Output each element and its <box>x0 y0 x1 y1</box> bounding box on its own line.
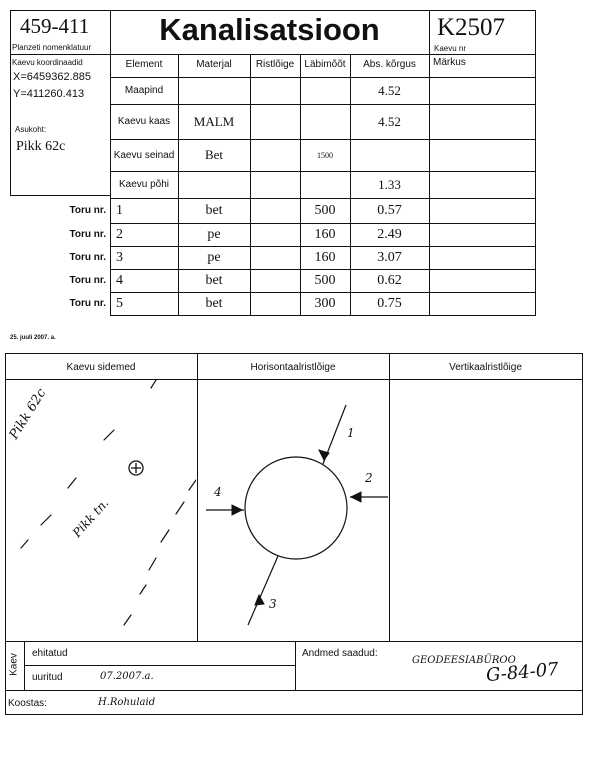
horizontal-section-sketch <box>198 380 388 640</box>
element-abs-height <box>350 139 429 171</box>
table-row-line <box>110 315 536 316</box>
element-name: Kaevu kaas <box>117 116 171 127</box>
date-note: 25. juuli 2007. a. <box>10 335 56 341</box>
address-caption: Asukoht: <box>15 125 47 134</box>
element-name: Kaevu seinad <box>113 149 175 161</box>
element-name: Kaevu põhi <box>118 179 170 190</box>
element-diameter <box>300 104 350 139</box>
footer-data-code: G-84-07 <box>485 658 560 687</box>
table-header-diameter: Läbimõõt <box>304 58 346 70</box>
footer-built-label: ehitatud <box>32 648 68 659</box>
footer-data-from-value: GEODEESIABÜROO <box>412 655 516 666</box>
pipe-material: bet <box>205 272 223 288</box>
element-name: Maapind <box>124 85 164 96</box>
coord-x: X=6459362.885 <box>13 71 91 83</box>
pipe-abs-height: 0.62 <box>377 272 402 288</box>
pipe-label-4: 4 <box>214 485 222 499</box>
element-abs-height: 4.52 <box>378 82 401 98</box>
lower-frame-top <box>5 353 583 354</box>
sketch-label-address: Pikk 62c <box>6 386 50 443</box>
element-diameter <box>300 171 350 198</box>
pipe-diameter: 160 <box>314 226 336 242</box>
lower-frame-right <box>582 353 583 715</box>
element-material: Bet <box>204 147 224 162</box>
frame-right <box>535 10 536 316</box>
table-header-cross-section: Ristlõige <box>255 58 295 70</box>
pipe-number: 3 <box>116 249 123 265</box>
pipe-label: Toru nr. <box>69 205 106 216</box>
pipe-material: bet <box>205 295 223 311</box>
panel-title-right: Vertikaalristlõige <box>449 362 522 373</box>
element-material <box>178 171 250 198</box>
element-abs-height: 4.52 <box>378 113 401 129</box>
element-material: MALM <box>193 113 235 129</box>
pipe-label-2: 2 <box>365 471 373 485</box>
footer-data-from-label: Andmed saadud: <box>302 648 378 659</box>
site-sketch <box>6 380 196 640</box>
footer-mid-divider <box>295 641 296 690</box>
pipe-material: pe <box>207 249 221 265</box>
pipe-diameter: 500 <box>314 272 336 288</box>
well-circle <box>245 457 347 559</box>
pipe-number: 4 <box>116 272 123 288</box>
pipe-label-1: 1 <box>347 426 355 440</box>
pipe-abs-height: 0.57 <box>377 202 402 218</box>
pipe-diameter: 160 <box>314 249 336 265</box>
pipe-material: pe <box>207 226 221 242</box>
coord-y: Y=411260.413 <box>13 88 85 100</box>
table-header-abs-height: Abs. kõrgus <box>363 58 416 70</box>
panel-title-left: Kaevu sidemed <box>66 362 136 373</box>
pipe-number: 5 <box>116 295 123 311</box>
address-value: Pikk 62c <box>16 139 66 154</box>
pipe-label-3: 3 <box>269 597 277 611</box>
pipe-diameter: 500 <box>314 202 336 218</box>
pipe-number: 2 <box>116 226 123 242</box>
table-header-remarks: Märkus <box>433 57 466 68</box>
pipe-label: Toru nr. <box>69 298 106 309</box>
frame-left <box>10 10 11 196</box>
sheet-number-caption: Planzeti nomenklatuur <box>12 43 92 52</box>
table-header-element: Element <box>125 58 163 70</box>
footer-row-line <box>24 665 295 666</box>
well-code: K2507 <box>437 14 506 41</box>
footer-top-line <box>5 641 583 642</box>
page-title: Kanalisatsioon <box>159 12 380 47</box>
pipe-label: Toru nr. <box>69 275 106 286</box>
footer-author-value: H.Rohulaid <box>98 697 156 708</box>
frame-top <box>10 10 536 11</box>
pipe-abs-height: 2.49 <box>377 226 402 242</box>
footer-author-line <box>5 690 583 691</box>
table-header-material: Materjal <box>196 58 232 70</box>
header-bottom-line <box>10 54 536 55</box>
panel-title-middle: Horisontaalristlõige <box>250 362 336 373</box>
footer-well-label: Kaev <box>8 653 20 676</box>
well-marker-icon <box>129 461 143 475</box>
sheet-number: 459-411 <box>20 14 90 38</box>
frame-left-bottom <box>10 195 110 196</box>
footer-surveyed-value: 07.2007.a. <box>100 671 154 682</box>
element-abs-height: 1.33 <box>378 176 401 192</box>
well-code-caption: Kaevu nr <box>434 44 467 53</box>
footer-surveyed-label: uuritud <box>32 672 63 683</box>
sketch-label-street: Pikk tn. <box>69 495 112 541</box>
pipe-material: bet <box>205 202 223 218</box>
lower-frame-bottom <box>5 714 583 715</box>
element-diameter: 1500 <box>317 150 333 160</box>
table-col-line <box>250 54 251 315</box>
pipe-number: 1 <box>116 202 123 218</box>
pipe-label: Toru nr. <box>69 229 106 240</box>
pipe-label: Toru nr. <box>69 252 106 263</box>
element-diameter <box>300 77 350 104</box>
element-material <box>178 77 250 104</box>
header-divider-2 <box>429 10 430 316</box>
panel-divider-2 <box>389 353 390 642</box>
coords-caption: Kaevu koordinaadid <box>12 58 83 67</box>
pipe-abs-height: 3.07 <box>377 249 402 265</box>
pipe-abs-height: 0.75 <box>377 295 402 311</box>
pipe-diameter: 300 <box>314 295 336 311</box>
footer-author-label: Koostas: <box>8 698 47 709</box>
